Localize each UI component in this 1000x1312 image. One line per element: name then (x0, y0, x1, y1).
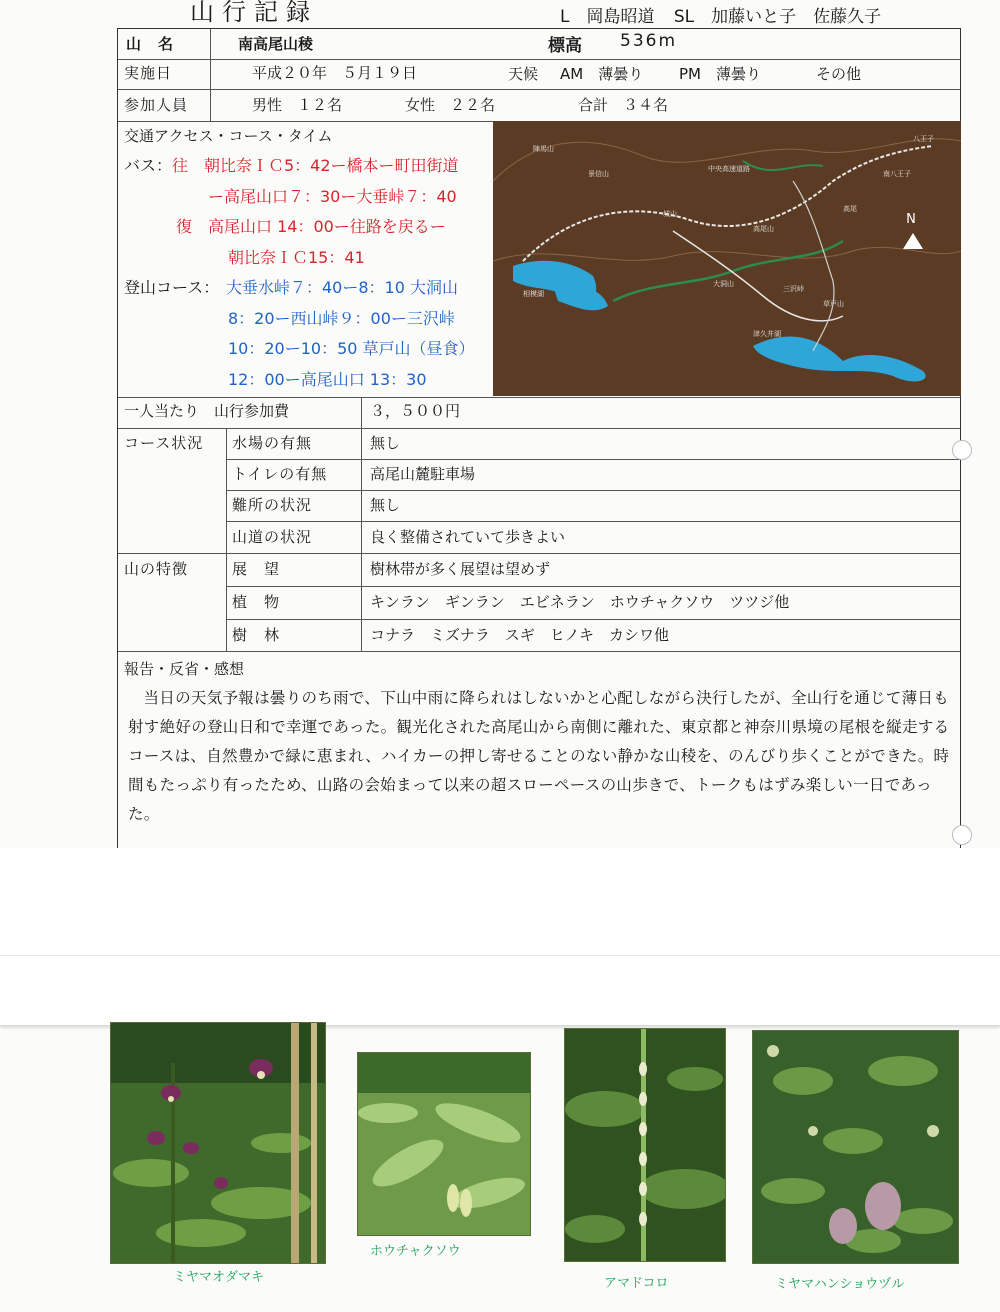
photo-amadokoro (564, 1028, 726, 1262)
bus-label: バス： (124, 156, 173, 175)
flower-photo-4 (753, 1031, 958, 1263)
photo-caption: ミヤマオダマキ (173, 1270, 265, 1285)
bleed-through-text (420, 2, 424, 16)
female-count: 女性 ２２名 (405, 96, 496, 114)
fee-value: ３，５００円 (370, 402, 461, 420)
sub-leader-names: SL 加藤いと子 佐藤久子 (673, 7, 882, 27)
punch-hole (952, 440, 972, 460)
map-label: 城山 (663, 210, 677, 218)
male-count: 男性 １２名 (252, 96, 343, 114)
feature-row-value: 樹林帯が多く展望は望めず (370, 560, 551, 578)
map-label: 大洞山 (713, 280, 734, 288)
route-line-3: 復 高尾山口 14：00ー往路を戻るー (176, 217, 446, 236)
north-marker: N (906, 212, 916, 227)
map-label: 高尾 (843, 205, 857, 213)
feature-row-label: 展 望 (232, 560, 281, 578)
course-row-label: 水場の有無 (232, 434, 313, 452)
map-label: 八王子 (913, 135, 934, 143)
map-label: 草戸山 (823, 300, 844, 308)
fee-label: 一人当たり 山行参加費 (124, 402, 290, 420)
photo-houchakusou (357, 1052, 531, 1236)
leader-name: L 岡島昭道 (560, 7, 655, 27)
map-label: 高尾山 (753, 225, 774, 233)
paper-tape (0, 848, 1000, 1026)
document-title: 山行記録 (190, 0, 318, 26)
climb-line-1: 大垂水峠７：40ー8：10 大洞山 (226, 278, 458, 297)
weather-label: 天候 (508, 65, 539, 83)
route-line-4: 朝比奈ＩＣ15：41 (228, 248, 365, 267)
map-label: 三沢峠 (783, 285, 804, 293)
map-label: 中央高速道路 (708, 165, 750, 173)
route-map-photo (493, 121, 961, 396)
access-label: 交通アクセス・コース・タイム (124, 127, 333, 145)
route-map-drawing (493, 121, 961, 396)
flower-photo-1 (111, 1023, 325, 1263)
route-line-2: ー高尾山口７：30ー大垂峠７：40 (208, 187, 457, 206)
mountain-value: 南高尾山稜 (238, 35, 314, 53)
course-row-label: 難所の状況 (232, 496, 313, 514)
route-line-1: 往 朝比奈ＩＣ5：42ー橋本ー町田街道 (172, 156, 459, 175)
elevation-value: 536m (620, 31, 678, 51)
punch-hole (952, 825, 972, 845)
tape-fold (0, 955, 1000, 956)
course-row-value: 無し (370, 496, 401, 514)
weather-am: AM 薄曇り (560, 65, 644, 83)
photo-caption: ミヤマハンショウヅル (775, 1277, 905, 1292)
report-text: 当日の天気予報は曇りのち雨で、下山中雨に降られはしないかと心配しながら決行したが、全山行を通じて薄日も射す絶好の登山日和で幸運であった。観光化された高尾山から南側に離れた、東京都と神奈川県境の尾根を縦走するコースは、自然豊かで緑に恵まれ、ハイカーの押し寄せることのない静かな山稜を、のんびり歩くことができた。時間もたっぷり有ったため、山路の会始まって以来の超スローペースの山歩きで、トークもはずみ楽しい一日であった。 (128, 689, 950, 823)
map-label: 南八王子 (883, 170, 911, 178)
total-count: 合計 ３４名 (578, 96, 669, 114)
report-label: 報告・反省・感想 (124, 660, 245, 678)
course-row-value: 良く整備されていて歩きよい (370, 528, 566, 546)
course-row-label: トイレの有無 (232, 465, 328, 483)
feature-row-label: 樹 林 (232, 626, 281, 644)
weather-other: その他 (816, 65, 862, 83)
course-row-label: 山道の状況 (232, 528, 313, 546)
weather-pm: PM 薄曇り (679, 65, 761, 83)
climb-line-3: 10：20ー10：50 草戸山（昼食） (228, 339, 475, 358)
map-label: 陣馬山 (533, 145, 554, 153)
photo-miyama-hanshouzuru (752, 1030, 959, 1264)
flower-photo-2 (358, 1053, 530, 1235)
climb-line-4: 12：00ー高尾山口 13：30 (228, 370, 427, 389)
climb-label: 登山コース： (124, 278, 220, 297)
feature-row-value: キンラン ギンラン エビネラン ホウチャクソウ ツツジ他 (370, 593, 790, 611)
date-value: 平成２０年 ５月１９日 (252, 64, 418, 82)
features-label: 山の特徴 (124, 560, 189, 578)
flower-photo-3 (565, 1029, 725, 1261)
course-row-value: 無し (370, 434, 401, 452)
elevation-label: 標高 (548, 36, 582, 56)
feature-row-label: 植 物 (232, 593, 281, 611)
photo-caption: アマドコロ (604, 1276, 669, 1291)
leaders (560, 2, 895, 27)
map-label: 相模湖 (523, 290, 544, 298)
course-row-value: 高尾山麓駐車場 (370, 465, 476, 483)
feature-row-value: コナラ ミズナラ スギ ヒノキ カシワ他 (370, 626, 669, 644)
map-label: 景信山 (588, 170, 609, 178)
map-label: 津久井湖 (753, 330, 781, 338)
photo-caption: ホウチャクソウ (370, 1244, 461, 1259)
participants-label: 参加人員 (124, 96, 189, 114)
climb-line-2: 8：20ー西山峠９：00ー三沢峠 (228, 309, 455, 328)
mountain-label: 山 名 (126, 35, 175, 53)
course-label: コース状況 (124, 434, 204, 452)
date-label: 実施日 (124, 64, 173, 82)
photo-miyama-odamaki (110, 1022, 326, 1264)
report-body (128, 684, 954, 829)
